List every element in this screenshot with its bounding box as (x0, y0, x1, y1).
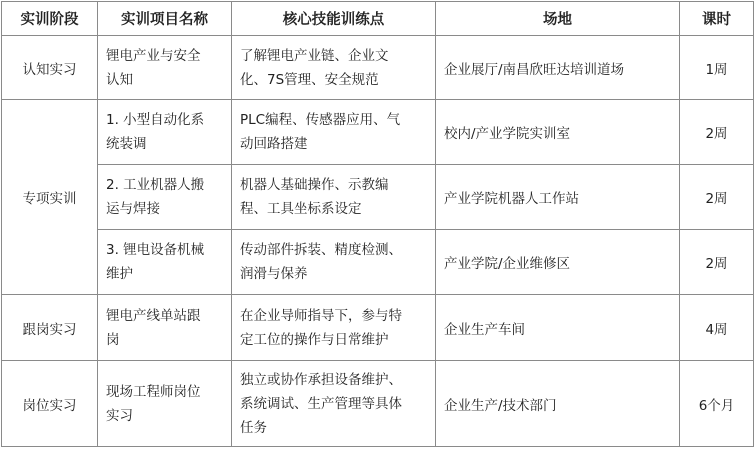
table-row (2, 230, 754, 295)
header-site: 场地 (436, 2, 680, 36)
project-line: 2. 工业机器人搬 (106, 177, 205, 193)
site-cell: 产业学院/企业维修区 (436, 230, 680, 295)
table-row (2, 361, 754, 447)
skills-line: 润滑与保养 (240, 266, 308, 282)
skills-line: 传动部件拆装、精度检测、 (240, 242, 402, 258)
skills-line: 定工位的操作与日常维护 (240, 331, 389, 348)
skills-line: PLC编程、传感器应用、气 (240, 112, 401, 128)
skills-line: 了解锂电产业链、企业文 (240, 47, 389, 64)
project-cell (98, 100, 232, 165)
hours-cell: 4周 (680, 295, 754, 361)
project-line: 维护 (106, 266, 133, 282)
project-line: 认知 (106, 71, 133, 88)
stage-cell: 岗位实习 (2, 361, 98, 447)
site-cell: 企业生产车间 (436, 295, 680, 361)
project-line: 3. 锂电设备机械 (106, 242, 205, 258)
project-cell (98, 361, 232, 447)
header-project-name: 实训项目名称 (98, 2, 232, 36)
table-row (2, 295, 754, 361)
skills-cell (232, 361, 436, 447)
project-cell (98, 230, 232, 295)
skills-cell (232, 295, 436, 361)
stage-cell: 认知实习 (2, 36, 98, 100)
site-cell: 企业展厅/南昌欣旺达培训道场 (436, 36, 680, 100)
skills-cell (232, 165, 436, 230)
skills-line: 独立或协作承担设备维护、 (240, 371, 402, 388)
project-line: 运与焊接 (106, 201, 160, 217)
project-line: 岗 (106, 331, 120, 348)
skills-line: 机器人基础操作、示教编 (240, 177, 389, 193)
header-stage: 实训阶段 (2, 2, 98, 36)
stage-cell: 跟岗实习 (2, 295, 98, 361)
hours-cell: 2周 (680, 100, 754, 165)
hours-cell: 2周 (680, 230, 754, 295)
project-line: 锂电产业与安全 (106, 47, 201, 64)
table-row (2, 36, 754, 100)
skills-line: 程、工具坐标系设定 (240, 201, 362, 217)
hours-cell: 6个月 (680, 361, 754, 447)
table-row (2, 165, 754, 230)
header-core-skills: 核心技能训练点 (232, 2, 436, 36)
skills-line: 系统调试、生产管理等具体 (240, 395, 402, 412)
hours-cell: 1周 (680, 36, 754, 100)
site-cell: 企业生产/技术部门 (436, 361, 680, 447)
project-line: 现场工程师岗位 (106, 383, 201, 400)
skills-line: 在企业导师指导下，参与特 (240, 307, 402, 324)
project-cell (98, 295, 232, 361)
skills-line: 任务 (240, 419, 267, 436)
skills-cell (232, 230, 436, 295)
skills-line: 动回路搭建 (240, 136, 308, 152)
project-line: 实习 (106, 407, 133, 424)
skills-line: 化、7S管理、安全规范 (240, 71, 379, 88)
project-line: 统装调 (106, 136, 147, 152)
project-cell (98, 165, 232, 230)
skills-cell (232, 36, 436, 100)
site-cell: 校内/产业学院实训室 (436, 100, 680, 165)
skills-cell (232, 100, 436, 165)
site-cell: 产业学院机器人工作站 (436, 165, 680, 230)
table-row (2, 100, 754, 165)
header-row (2, 2, 754, 36)
training-schedule-table (1, 1, 754, 447)
hours-cell: 2周 (680, 165, 754, 230)
project-cell (98, 36, 232, 100)
project-line: 1. 小型自动化系 (106, 112, 205, 128)
project-line: 锂电产线单站跟 (106, 307, 201, 324)
header-hours: 课时 (680, 2, 754, 36)
stage-cell: 专项实训 (2, 100, 98, 295)
